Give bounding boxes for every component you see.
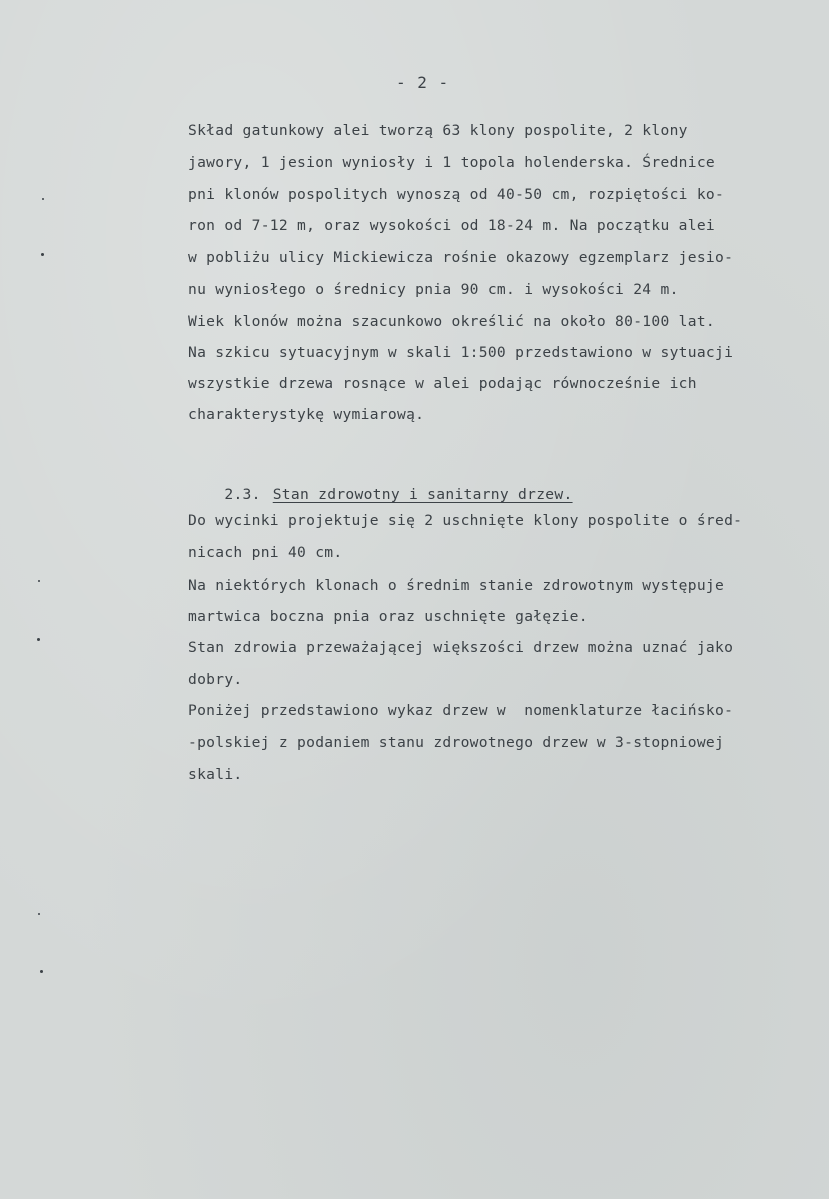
paragraph-line: dobry.: [188, 671, 243, 688]
paragraph-line: Poniżej przedstawiono wykaz drzew w nomenklaturze łacińsko-: [188, 702, 734, 719]
paragraph-line: Na szkicu sytuacyjnym w skali 1:500 przedstawiono w sytuacji: [188, 344, 734, 361]
scan-speck: [40, 970, 43, 973]
paragraph-line: skali.: [188, 766, 243, 783]
paragraph-line: Skład gatunkowy alei tworzą 63 klony pospolite, 2 klony: [188, 122, 688, 139]
paragraph-line: charakterystykę wymiarową.: [188, 406, 425, 423]
paragraph-line: nicach pni 40 cm.: [188, 544, 343, 561]
paragraph-line: -polskiej z podaniem stanu zdrowotnego drzew w 3-stopniowej: [188, 734, 725, 751]
paragraph-line: ron od 7-12 m, oraz wysokości od 18-24 m. Na początku alei: [188, 217, 715, 234]
paragraph-line: martwica boczna pnia oraz uschnięte gałęzie.: [188, 608, 588, 625]
section-title: Stan zdrowotny i sanitarny drzew.: [272, 486, 573, 503]
paragraph-line: jawory, 1 jesion wyniosły i 1 topola holenderska. Średnice: [188, 154, 715, 171]
paragraph-line: Stan zdrowia przeważającej większości drzew można uznać jako: [188, 639, 734, 656]
paragraph-line: w pobliżu ulicy Mickiewicza rośnie okazowy egzemplarz jesio-: [188, 249, 734, 266]
paragraph-line: nu wyniosłego o średnicy pnia 90 cm. i wysokości 24 m.: [188, 281, 679, 298]
paragraph-line: wszystkie drzewa rosnące w alei podając równocześnie ich: [188, 375, 697, 392]
paragraph-line: Na niektórych klonach o średnim stanie zdrowotnym występuje: [188, 577, 725, 594]
paragraph-line: pni klonów pospolitych wynoszą od 40-50 cm, rozpiętości ko-: [188, 186, 725, 203]
page-number: - 2 -: [396, 73, 450, 92]
scan-speck: [37, 638, 40, 641]
section-number: 2.3.: [224, 486, 261, 503]
scan-speck: [38, 580, 40, 582]
paragraph-line: Wiek klonów można szacunkowo określić na około 80-100 lat.: [188, 313, 715, 330]
scan-speck: [41, 253, 44, 256]
scan-speck: [38, 913, 40, 915]
paragraph-line: Do wycinki projektuje się 2 uschnięte klony pospolite o śred-: [188, 512, 743, 529]
scan-speck: [42, 198, 44, 200]
